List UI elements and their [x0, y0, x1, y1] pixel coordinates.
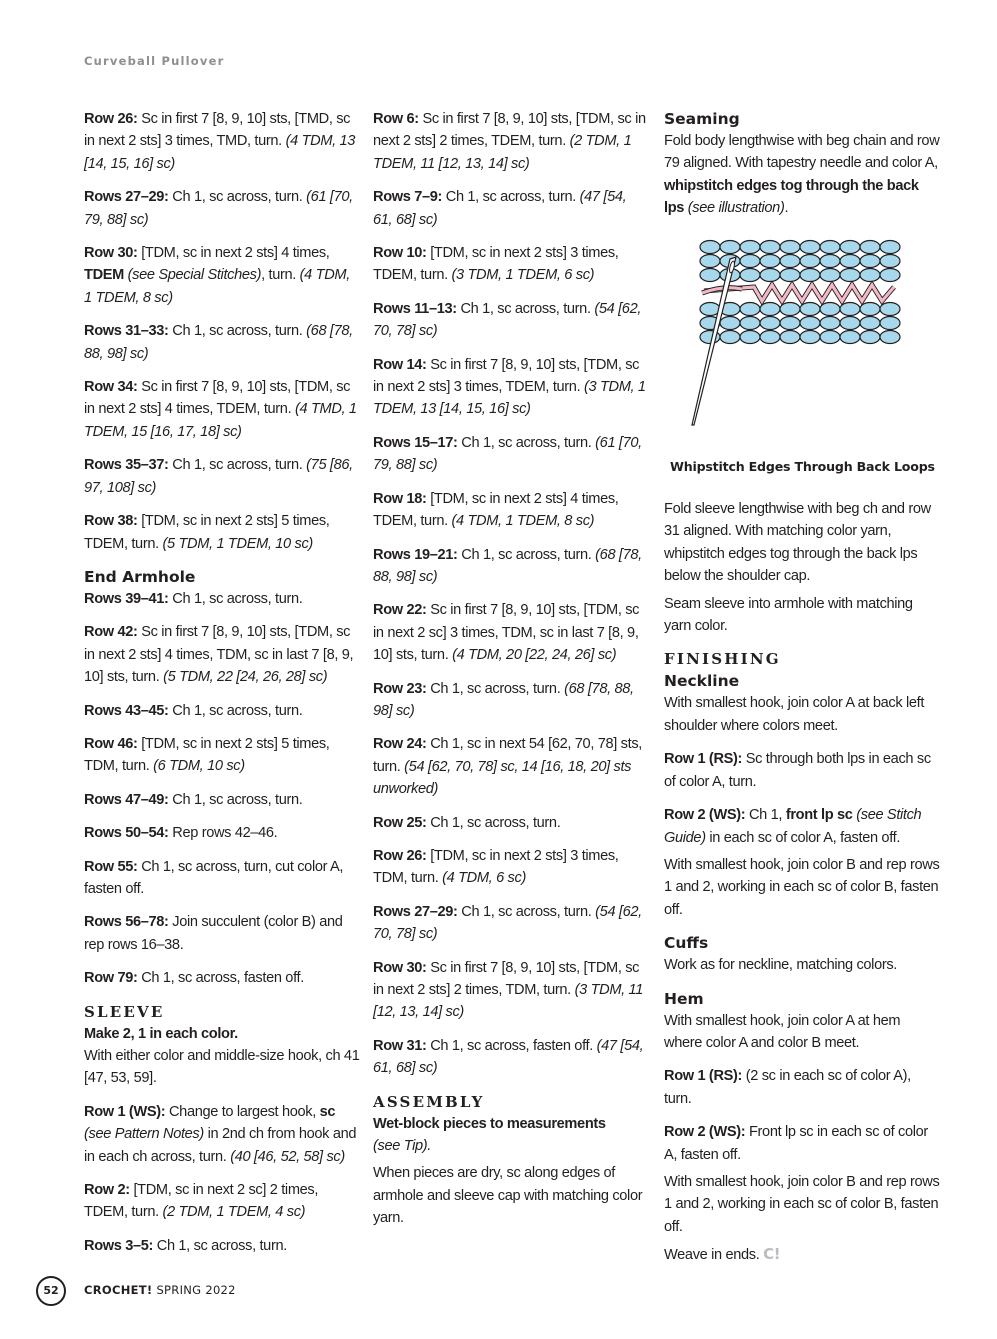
weave-in-ends: Weave in ends. C! [664, 1245, 781, 1264]
neckline-row-1: Row 1 (RS): Sc through both lps in each sc of color A, turn. [664, 751, 931, 790]
sleeve-rows-15-17: Rows 15–17: Ch 1, sc across, turn. (61 [70, 79, 88] sc) [373, 434, 642, 474]
illustration-caption: Whipstitch Edges Through Back Loops [670, 459, 935, 475]
page-footer [36, 1276, 436, 1306]
seaming-text: Fold body lengthwise with beg chain and row 79 aligned. With tapestry needle and color A, whipstitch edges tog through the back lps (see illustration). [664, 133, 940, 217]
sleeve-rows-27-29: Rows 27–29: Ch 1, sc across, turn. (54 [62, 70, 78] sc) [373, 903, 642, 943]
rows-50-54: Rows 50–54: Rep rows 42–46. [84, 825, 278, 842]
whipstitch-illustration [664, 237, 940, 437]
column-3 [664, 108, 940, 1278]
row-30: Row 30: [TDM, sc in next 2 sts] 4 times, TDEM (see Special Stitches), turn. (4 TDM, 1 TDEM, 8 sc) [84, 245, 350, 306]
column-1 [84, 108, 360, 1268]
seam-sleeve-text: Seam sleeve into armhole with matching yarn color. [664, 595, 913, 635]
sleeve-intro: With either color and middle-size hook, ch 41 [47, 53, 59]. [84, 1048, 360, 1087]
column-2 [373, 108, 649, 1241]
running-header: Curveball Pullover [84, 54, 225, 68]
sleeve-row-2: Row 2: [TDM, sc in next 2 sc] 2 times, TDEM, turn. (2 TDM, 1 TDEM, 4 sc) [84, 1182, 319, 1221]
hem-color-b: With smallest hook, join color B and rep rows 1 and 2, working in each sc of color B, fasten off. [664, 1173, 940, 1235]
sleeve-heading: SLEEVE [84, 1002, 165, 1021]
sleeve-row-6: Row 6: Sc in first 7 [8, 9, 10] sts, [TDM, sc in next 2 sts] 2 times, TDEM, turn. (2 TDM, 1 TDEM, 11 [12, 13, 14] sc) [373, 111, 646, 172]
sleeve-rows-19-21: Rows 19–21: Ch 1, sc across, turn. (68 [78, 88, 98] sc) [373, 546, 642, 585]
sleeve-row-25: Row 25: Ch 1, sc across, turn. [373, 814, 561, 831]
row-26: Row 26: Sc in first 7 [8, 9, 10] sts, [TMD, sc in next 2 sts] 3 times, TMD, turn. (4 TDM, 13 [14, 15, 16] sc) [84, 111, 356, 172]
neckline-color-b: With smallest hook, join color B and rep rows 1 and 2, working in each sc of color B, fasten off. [664, 856, 940, 918]
bottom-fabric-piece [700, 302, 900, 343]
sleeve-rows-11-13: Rows 11–13: Ch 1, sc across, turn. (54 [62, 70, 78] sc) [373, 300, 642, 340]
rows-31-33: Rows 31–33: Ch 1, sc across, turn. (68 [78, 88, 98] sc) [84, 323, 353, 362]
row-34: Row 34: Sc in first 7 [8, 9, 10] sts, [TDM, sc in next 2 sts] 4 times, TDEM, turn. (4 TMD, 1 TDEM, 15 [16, 17, 18] sc) [84, 379, 357, 440]
end-armhole-heading: End Armhole [84, 567, 196, 586]
page-number: 52 [36, 1276, 66, 1306]
rows-35-37: Rows 35–37: Ch 1, sc across, turn. (75 [86, 97, 108] sc) [84, 457, 353, 496]
rows-39-41: Rows 39–41: Ch 1, sc across, turn. [84, 590, 303, 607]
row-46: Row 46: [TDM, sc in next 2 sts] 5 times, TDM, turn. (6 TDM, 10 sc) [84, 735, 330, 775]
sleeve-fold-text: Fold sleeve lengthwise with beg ch and row 31 aligned. With matching color yarn, whipstitch edges tog through the back lps below the shoulder cap. [664, 501, 931, 585]
sleeve-row-22: Row 22: Sc in first 7 [8, 9, 10] sts, [TDM, sc in next 2 sc] 3 times, TDM, sc in last 7 [8, 9, 10] sts, turn. (4 TDM, 20 [22, 24, 26] sc) [373, 602, 640, 664]
sleeve-subheading: Make 2, 1 in each color. [84, 1025, 238, 1042]
sleeve-row-24: Row 24: Ch 1, sc in next 54 [62, 70, 78] sts, turn. (54 [62, 70, 78] sc, 14 [16, 18, 20] sts unworked) [373, 736, 642, 798]
sleeve-rows-3-5: Rows 3–5: Ch 1, sc across, turn. [84, 1237, 287, 1254]
cuffs-heading: Cuffs [664, 934, 709, 953]
rows-27-29: Rows 27–29: Ch 1, sc across, turn. (61 [70, 79, 88] sc) [84, 189, 353, 228]
sleeve-row-26: Row 26: [TDM, sc in next 2 sts] 3 times, TDM, turn. (4 TDM, 6 sc) [373, 847, 619, 887]
magazine-issue [84, 1283, 236, 1297]
neckline-row-2: Row 2 (WS): Ch 1, front lp sc (see Stitch Guide) in each sc of color A, fasten off. [664, 807, 922, 846]
sleeve-row-1: Row 1 (WS): Change to largest hook, sc (see Pattern Notes) in 2nd ch from hook and in each ch across, turn. (40 [46, 52, 58] sc) [84, 1103, 357, 1165]
assembly-heading: ASSEMBLY [373, 1092, 485, 1111]
rows-47-49: Rows 47–49: Ch 1, sc across, turn. [84, 791, 303, 808]
finishing-heading: FINISHING [664, 650, 781, 669]
hem-text: With smallest hook, join color A at hem where color A and color B meet. [664, 1012, 901, 1051]
rows-56-78: Rows 56–78: Join succulent (color B) and rep rows 16–38. [84, 914, 343, 953]
magazine-name: CROCHET! [84, 1283, 153, 1297]
sleeve-row-31: Row 31: Ch 1, sc across, fasten off. (47 [54, 61, 68] sc) [373, 1037, 644, 1077]
assembly-subheading: Wet-block pieces to measurements [373, 1115, 606, 1132]
neckline-heading: Neckline [664, 672, 740, 691]
row-38: Row 38: [TDM, sc in next 2 sts] 5 times, TDEM, turn. (5 TDM, 1 TDEM, 10 sc) [84, 513, 330, 552]
sleeve-row-23: Row 23: Ch 1, sc across, turn. (68 [78, 88, 98] sc) [373, 680, 634, 719]
sleeve-row-18: Row 18: [TDM, sc in next 2 sts] 4 times, TDEM, turn. (4 TDM, 1 TDEM, 8 sc) [373, 490, 619, 530]
cuffs-text: Work as for neckline, matching colors. [664, 957, 897, 974]
assembly-text: When pieces are dry, sc along edges of armhole and sleeve cap with matching color yarn. [373, 1165, 643, 1227]
hem-row-2: Row 2 (WS): Front lp sc in each sc of color A, fasten off. [664, 1124, 928, 1163]
row-55: Row 55: Ch 1, sc across, turn, cut color A, fasten off. [84, 858, 344, 897]
issue-date: SPRING 2022 [152, 1283, 236, 1297]
neckline-text: With smallest hook, join color A at back left shoulder where colors meet. [664, 695, 925, 734]
sleeve-rows-7-9: Rows 7–9: Ch 1, sc across, turn. (47 [54, 61, 68] sc) [373, 189, 627, 228]
hem-row-1: Row 1 (RS): (2 sc in each sc of color A), turn. [664, 1068, 911, 1107]
row-79: Row 79: Ch 1, sc across, fasten off. [84, 970, 304, 987]
seaming-heading: Seaming [664, 110, 740, 128]
whipstitch-yarn [702, 285, 894, 301]
assembly-tip: (see Tip). [373, 1138, 432, 1155]
end-mark-logo: C! [763, 1245, 781, 1264]
sleeve-row-14: Row 14: Sc in first 7 [8, 9, 10] sts, [TDM, sc in next 2 sts] 3 times, TDEM, turn. (3 TDM, 1 TDEM, 13 [14, 15, 16] sc) [373, 356, 646, 418]
row-42: Row 42: Sc in first 7 [8, 9, 10] sts, [TDM, sc in next 2 sts] 4 times, TDM, sc in last 7 [8, 9, 10] sts, turn. (5 TDM, 22 [24, 26, 28] sc) [84, 624, 354, 686]
sleeve-row-30: Row 30: Sc in first 7 [8, 9, 10] sts, [TDM, sc in next 2 sts] 2 times, TDM, turn. (3 TDM, 11 [12, 13, 14] sc) [373, 959, 643, 1021]
hem-heading: Hem [664, 989, 704, 1008]
rows-43-45: Rows 43–45: Ch 1, sc across, turn. [84, 702, 303, 719]
sleeve-row-10: Row 10: [TDM, sc in next 2 sts] 3 times, TDEM, turn. (3 TDM, 1 TDEM, 6 sc) [373, 245, 619, 284]
